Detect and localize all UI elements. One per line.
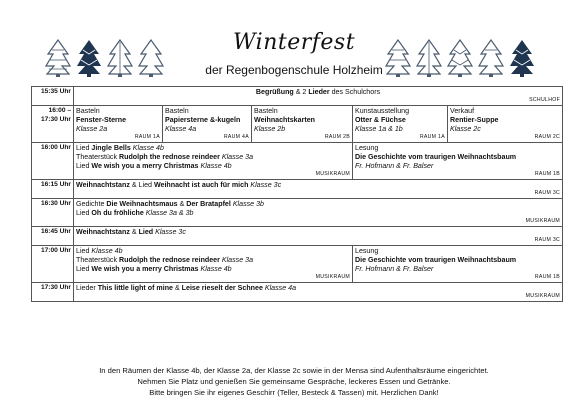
event-cell	[74, 87, 563, 106]
room-label: RAUM 1A	[419, 134, 445, 140]
program-line	[76, 144, 350, 153]
event-title-part: We wish you a merry Christmas	[91, 265, 199, 273]
event-text-part: &	[129, 228, 139, 236]
christmas-tree-icon	[477, 38, 505, 78]
reading-title: Die Geschichte vom traurigen Weihnachtsbaum	[355, 153, 517, 161]
time-cell: 15:35 Uhr	[32, 87, 74, 106]
room-label: RAUM 3C	[534, 237, 561, 243]
room-label: SCHULHOF	[529, 97, 561, 103]
time-cell: 17:30 Uhr	[32, 283, 74, 302]
reading-cell	[353, 143, 563, 180]
event-title-part: Der Bratapfel	[186, 200, 231, 208]
table-row	[32, 143, 563, 180]
event-title-part: Begrüßung	[255, 88, 294, 96]
event-text-part: Lied	[76, 209, 92, 217]
christmas-tree-icon	[415, 38, 443, 78]
event-title-part: Weihnachtstanz	[76, 228, 130, 236]
event-class: Klasse 3a	[219, 153, 254, 161]
event-text-part: Lied	[76, 144, 92, 152]
time-end: 17:30 Uhr	[40, 115, 71, 123]
time-cell: 16:30 Uhr	[32, 199, 74, 227]
event-class: Klasse 3c	[153, 228, 186, 236]
workshop-name: Otter & Füchse	[355, 116, 406, 124]
event-text-part: & Lied	[129, 181, 154, 189]
time-cell: 16:15 Uhr	[32, 180, 74, 199]
event-class: Klasse 3a	[219, 256, 254, 264]
footer-line: Bitte bringen Sie ihr eigenes Geschirr (Teller, Besteck & Tassen) mit. Herzlichen Dank!	[149, 388, 439, 397]
schedule-table	[31, 86, 563, 302]
event-class: Klasse 4a	[262, 284, 297, 292]
workshop-cell	[252, 106, 353, 143]
reading-category: Lesung	[355, 247, 379, 255]
table-row	[32, 106, 563, 143]
workshop-cell	[163, 106, 252, 143]
time-cell: 16:00 Uhr	[32, 143, 74, 180]
event-text-part: Theaterstück	[76, 256, 119, 264]
workshop-category: Verkauf	[450, 107, 475, 115]
event-title: Winterfest	[232, 30, 356, 55]
event-subtitle: der Regenbogenschule Holzheim	[205, 63, 383, 77]
program-line	[76, 153, 350, 162]
reading-hosts: Fr. Hofmann & Fr. Balser	[355, 162, 434, 170]
workshop-class: Klasse 2a	[76, 125, 108, 133]
table-row	[32, 87, 563, 106]
workshop-name: Weihnachtskarten	[254, 116, 315, 124]
event-text-part: des Schulchors	[329, 88, 381, 96]
event-title-part: Lied	[138, 228, 154, 236]
event-title-part: Weihnachtstanz	[76, 181, 130, 189]
event-cell	[74, 227, 563, 246]
event-cell	[74, 246, 353, 283]
workshop-name: Rentier-Suppe	[450, 116, 499, 124]
event-text-part: Lied	[76, 247, 92, 255]
event-cell	[74, 283, 563, 302]
event-class: Klasse 4b	[130, 144, 164, 152]
event-title-part: Die Weihnachtsmaus	[106, 200, 178, 208]
reading-hosts: Fr. Hofmann & Fr. Balser	[355, 265, 434, 273]
event-class: Klasse 3a & 3b	[143, 209, 194, 217]
room-label: RAUM 1B	[534, 171, 561, 177]
time-cell: 17:00 Uhr	[32, 246, 74, 283]
event-text-part: Lieder	[76, 284, 98, 292]
reading-category: Lesung	[355, 144, 379, 152]
workshop-class: Klasse 1a & 1b	[355, 125, 403, 133]
program-line	[76, 200, 560, 209]
trees-right	[384, 38, 536, 78]
event-text-part: &	[177, 200, 187, 208]
event-text	[76, 88, 560, 97]
time-start: 16:00 –	[48, 107, 71, 114]
program-line	[76, 284, 560, 293]
footer-line: In den Räumen der Klasse 4b, der Klasse 2a, der Klasse 2c sowie in der Mensa sind Aufenthaltsräume eingerichtet.	[99, 366, 489, 375]
table-row	[32, 199, 563, 227]
event-class: Klasse 4b	[198, 162, 232, 170]
event-class: Klasse 3b	[230, 200, 264, 208]
room-label: RAUM 4A	[223, 134, 249, 140]
time-cell	[32, 106, 74, 143]
event-text-part: & 2	[293, 88, 309, 96]
christmas-tree-icon	[384, 38, 412, 78]
event-cell	[74, 199, 563, 227]
program-line	[76, 162, 350, 171]
program-line	[76, 247, 350, 256]
event-title-part: Weihnacht ist auch für mich	[153, 181, 249, 189]
event-title-part: Rudolph the rednose reindeer	[118, 256, 220, 264]
program-line	[76, 209, 560, 218]
workshop-cell	[353, 106, 448, 143]
room-label: RAUM 1B	[534, 274, 561, 280]
room-label: RAUM 2C	[534, 134, 561, 140]
program-line	[76, 256, 350, 265]
room-label: RAUM 3C	[534, 190, 561, 196]
event-title-part: Jingle Bells	[91, 144, 131, 152]
event-class: Klasse 4b	[198, 265, 232, 273]
workshop-name: Fenster-Sterne	[76, 116, 127, 124]
workshop-class: Klasse 2b	[254, 125, 286, 133]
table-row	[32, 227, 563, 246]
reading-cell	[353, 246, 563, 283]
table-row	[32, 283, 563, 302]
footer-notes	[0, 365, 588, 398]
header	[0, 0, 588, 86]
program-line	[76, 228, 560, 237]
room-label: RAUM 1A	[134, 134, 160, 140]
room-label: MUSIKRAUM	[315, 274, 350, 280]
room-label: MUSIKRAUM	[315, 171, 350, 177]
table-row	[32, 180, 563, 199]
event-title-part: Lieder	[308, 88, 330, 96]
workshop-cell	[448, 106, 563, 143]
event-class: Klasse 3c	[248, 181, 282, 189]
event-title-part: Leise rieselt der Schnee	[181, 284, 263, 292]
christmas-tree-icon	[446, 38, 474, 78]
workshop-category: Basteln	[254, 107, 278, 115]
table-row	[32, 246, 563, 283]
workshop-category: Basteln	[165, 107, 189, 115]
event-text-part: Theaterstück	[76, 153, 119, 161]
christmas-tree-icon	[508, 38, 536, 78]
program-line	[76, 265, 350, 274]
event-cell	[74, 180, 563, 199]
event-title-part: We wish you a merry Christmas	[91, 162, 199, 170]
room-label: MUSIKRAUM	[525, 218, 561, 224]
room-label: RAUM 2B	[324, 134, 350, 140]
reading-title: Die Geschichte vom traurigen Weihnachtsbaum	[355, 256, 517, 264]
event-text-part: &	[172, 284, 182, 292]
event-title-part: This little light of mine	[97, 284, 173, 292]
event-text-part: Gedichte	[76, 200, 107, 208]
workshop-name: Papiersterne &-kugeln	[165, 116, 241, 124]
time-cell: 16:45 Uhr	[32, 227, 74, 246]
event-text-part: Lied	[76, 265, 92, 273]
event-title-part: Oh du fröhliche	[91, 209, 144, 217]
event-text-part: Lied	[76, 162, 92, 170]
program-line	[76, 181, 560, 190]
event-cell	[74, 143, 353, 180]
workshop-class: Klasse 2c	[450, 125, 481, 133]
workshop-category: Basteln	[76, 107, 100, 115]
event-class: Klasse 4b	[91, 247, 123, 255]
workshop-class: Klasse 4a	[165, 125, 197, 133]
workshop-cell	[74, 106, 163, 143]
room-label: MUSIKRAUM	[525, 293, 561, 299]
event-title-part: Rudolph the rednose reindeer	[118, 153, 220, 161]
footer-line: Nehmen Sie Platz und genießen Sie gemeinsame Gespräche, leckeres Essen und Getränke.	[137, 377, 451, 386]
workshop-category: Kunstausstellung	[355, 107, 410, 115]
